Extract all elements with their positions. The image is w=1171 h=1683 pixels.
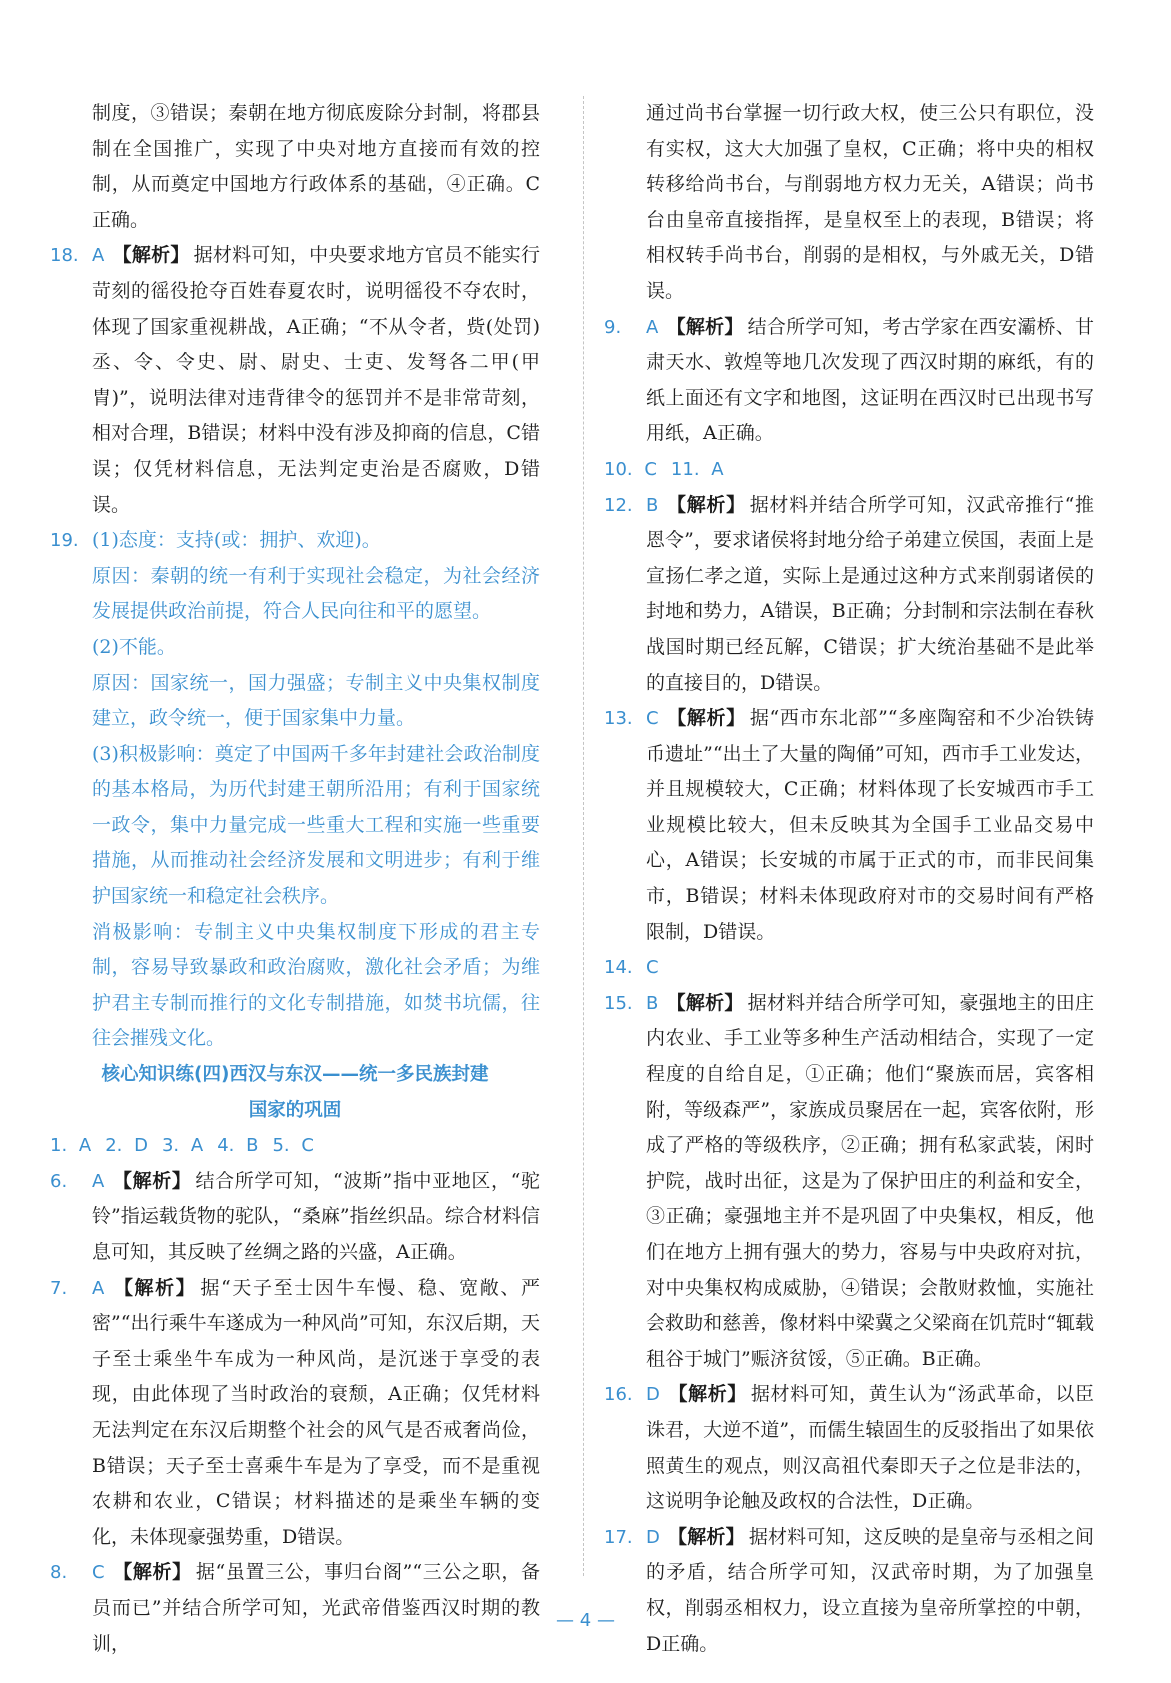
- analysis-text: 据“虽置三公，事归台阁”“三公之职，备员而已”并结合所学可知，光武帝借鉴西汉时期的教训，: [92, 1561, 540, 1655]
- left-column: [50, 96, 540, 1662]
- answer-letter: A: [646, 316, 659, 338]
- item-number: 15.: [604, 992, 633, 1014]
- item-number: 9.: [604, 316, 622, 338]
- answer-letter: A: [92, 245, 105, 267]
- section-title-line-2: 国家的巩固: [248, 1099, 342, 1121]
- item-number: 12.: [604, 494, 633, 516]
- answer-part: 原因：国家统一，国力强盛；专制主义中央集权制度建立，政令统一，便于国家集中力量。: [92, 671, 540, 730]
- quick-answers-10-11: [604, 452, 1094, 488]
- quick-answer: 4. B: [217, 1135, 259, 1157]
- section-title: [50, 1057, 540, 1128]
- analysis-text: 据材料可知，这反映的是皇帝与丞相之间的矛盾，结合所学可知，汉武帝时期，为了加强皇权，削弱丞相权力，设立直接为皇帝所掌控的中朝，D正确。: [646, 1525, 1094, 1655]
- item-number: 18.: [50, 245, 79, 267]
- analysis-tag: 【解析】: [667, 1383, 747, 1406]
- quick-answer: 10. C: [604, 458, 657, 480]
- analysis-tag: 【解析】: [112, 1276, 197, 1299]
- item-number: 14.: [604, 957, 633, 979]
- answer-letter: C: [646, 957, 659, 979]
- answer-item-16: [604, 1377, 1094, 1519]
- analysis-text: 据材料并结合所学可知，汉武帝推行“推恩令”，要求诸侯将封地分给子弟建立侯国，表面上是宣扬仁孝之道，实际上是通过这种方式来削弱诸侯的封地和势力，A错误，B正确；分封制和宗法制在春秋战国时期已经瓦解，C错误；扩大统治基础不是此举的直接目的，D错误。: [646, 493, 1094, 694]
- analysis-tag: 【解析】: [666, 991, 744, 1014]
- continuation-paragraph: 制度，③错误；秦朝在地方彻底废除分封制，将郡县制在全国推广，实现了中央对地方直接而有效的控制，从而奠定中国地方行政体系的基础，④正确。C正确。: [92, 102, 540, 231]
- answer-item-9: [604, 310, 1094, 452]
- answer-item-17: [604, 1520, 1094, 1662]
- quick-answer: 2. D: [105, 1135, 148, 1157]
- quick-answers-1-5: [50, 1128, 540, 1164]
- analysis-tag: 【解析】: [112, 1561, 192, 1584]
- analysis-text: 据材料可知，黄生认为“汤武革命，以臣诛君，大逆不道”，而儒生辕固生的反驳指出了如果依照黄生的观点，则汉高祖代秦即天子之位是非法的，这说明争论触及政权的合法性，D正确。: [646, 1383, 1094, 1513]
- answer-item-6: [50, 1164, 540, 1271]
- analysis-tag: 【解析】: [666, 493, 746, 516]
- answer-item-8: [50, 1555, 540, 1662]
- answer-item-14: [604, 950, 1094, 986]
- answer-part: (3)积极影响：奠定了中国两千多年封建社会政治制度的基本格局，为历代封建王朝所沿用；有利于国家统一政令，集中力量完成一些重大工程和实施一些重要措施，从而推动社会经济发展和文明进步；有利于维护国家统一和稳定社会秩序。: [92, 742, 540, 908]
- answer-item-18: [50, 238, 540, 523]
- answer-part: 原因：秦朝的统一有利于实现社会稳定，为社会经济发展提供政治前提，符合人民向往和平的愿望。: [92, 564, 540, 623]
- item-number: 6.: [50, 1170, 68, 1192]
- analysis-text: 据“天子至士因牛车慢、稳、宽敞、严密”“出行乘牛车遂成为一种风尚”可知，东汉后期，天子至士乘坐牛车成为一种风尚，是沉迷于享受的表现，由此体现了当时政治的衰颓，A正确；仅凭材料无法判定在东汉后期整个社会的风气是否戒奢尚俭，B错误；天子至士喜乘牛车是为了享受，而不是重视农耕和农业，C错误；材料描述的是乘坐车辆的变化，未体现豪强势重，D错误。: [92, 1276, 540, 1548]
- analysis-text: 据“西市东北部”“多座陶窑和不少冶铁铸币遗址”“出土了大量的陶俑”可知，西市手工业发达，并且规模较大，C正确；材料体现了长安城西市手工业规模比较大，但未反映其为全国手工业品交易中心，A错误；长安城的市属于正式的市，而非民间集市，B错误；材料未体现政府对市的交易时间有严格限制，D错误。: [646, 707, 1094, 943]
- analysis-tag: 【解析】: [112, 244, 190, 267]
- analysis-tag: 【解析】: [666, 707, 746, 730]
- answer-item-19: [50, 523, 540, 1057]
- answer-item-12: [604, 488, 1094, 702]
- answer-letter: A: [92, 1277, 105, 1299]
- analysis-tag: 【解析】: [112, 1169, 192, 1192]
- answer-item-7: [50, 1271, 540, 1556]
- column-divider: [583, 96, 584, 1576]
- item-number: 19.: [50, 530, 79, 552]
- analysis-tag: 【解析】: [666, 315, 744, 338]
- answer-letter: B: [646, 992, 659, 1014]
- answer-part: (1)态度：支持(或：拥护、欢迎)。: [92, 529, 381, 552]
- right-column: [604, 96, 1094, 1662]
- quick-answer: 1. A: [50, 1135, 92, 1157]
- answer-letter: C: [646, 708, 659, 730]
- analysis-text: 据材料并结合所学可知，豪强地主的田庄内农业、手工业等多种生产活动相结合，实现了一定程度的自给自足，①正确；他们“聚族而居，宾客相附，等级森严”，家族成员聚居在一起，宾客依附，形成了严格的等级秩序，②正确；拥有私家武装，闲时护院，战时出征，这是为了保护田庄的利益和安全，③正确；豪强地主并不是巩固了中央集权，相反，他们在地方上拥有强大的势力，容易与中央政府对抗，对中央集权构成威胁，④错误；会散财救恤，实施社会救助和慈善，像材料中梁冀之父梁商在饥荒时“辄载租谷于城门”赈济贫馁，⑤正确。B正确。: [646, 991, 1094, 1370]
- page-number: — 4 —: [556, 1610, 615, 1631]
- analysis-text: 结合所学可知，“波斯”指中亚地区，“驼铃”指运载货物的驼队，“桑麻”指丝织品。综合材料信息可知，其反映了丝绸之路的兴盛，A正确。: [92, 1169, 540, 1263]
- item-number: 16.: [604, 1384, 633, 1406]
- answer-letter: A: [92, 1170, 105, 1192]
- quick-answer: 3. A: [161, 1135, 204, 1157]
- answer-item-13: [604, 701, 1094, 950]
- answer-letter: D: [646, 1526, 660, 1548]
- answer-part: (2)不能。: [92, 635, 176, 658]
- quick-answer: 5. C: [272, 1135, 314, 1157]
- answer-item-15: [604, 986, 1094, 1378]
- analysis-text: 据材料可知，中央要求地方官员不能实行苛刻的徭役抢夺百姓春夏农时，说明徭役不夺农时，体现了国家重视耕战，A正确；“不从令者，赀(处罚)丞、令、令史、尉、尉史、士吏、发弩各二甲(甲胄)”，说明法律对违背律令的惩罚并不是非常苛刻，相对合理，B错误；材料中没有涉及抑商的信息，C错误；仅凭材料信息，无法判定吏治是否腐败，D错误。: [92, 244, 540, 516]
- item-number: 7.: [50, 1277, 68, 1299]
- quick-answer: 11. A: [670, 458, 724, 480]
- item-number: 8.: [50, 1562, 68, 1584]
- answer-letter: B: [646, 494, 659, 516]
- analysis-text: 结合所学可知，考古学家在西安灞桥、甘肃天水、敦煌等地几次发现了西汉时期的麻纸，有的纸上面还有文字和地图，这证明在西汉时已出现书写用纸，A正确。: [646, 315, 1094, 445]
- section-title-line-1: 核心知识练(四)西汉与东汉——统一多民族封建: [101, 1064, 489, 1086]
- answer-part: 消极影响：专制主义中央集权制度下形成的君主专制，容易导致暴政和政治腐败，激化社会矛盾；为维护君主专制而推行的文化专制措施，如焚书坑儒，往往会摧残文化。: [92, 920, 540, 1050]
- item-number: 17.: [604, 1526, 633, 1548]
- item-number: 13.: [604, 708, 633, 730]
- analysis-tag: 【解析】: [667, 1525, 745, 1548]
- answer-letter: C: [92, 1562, 105, 1584]
- answer-letter: D: [646, 1384, 660, 1406]
- continuation-paragraph: 通过尚书台掌握一切行政大权，使三公只有职位，没有实权，这大大加强了皇权，C正确；将中央的相权转移给尚书台，与削弱地方权力无关，A错误；尚书台由皇帝直接指挥，是皇权至上的表现，B错误；将相权转手尚书台，削弱的是相权，与外戚无关，D错误。: [646, 102, 1094, 302]
